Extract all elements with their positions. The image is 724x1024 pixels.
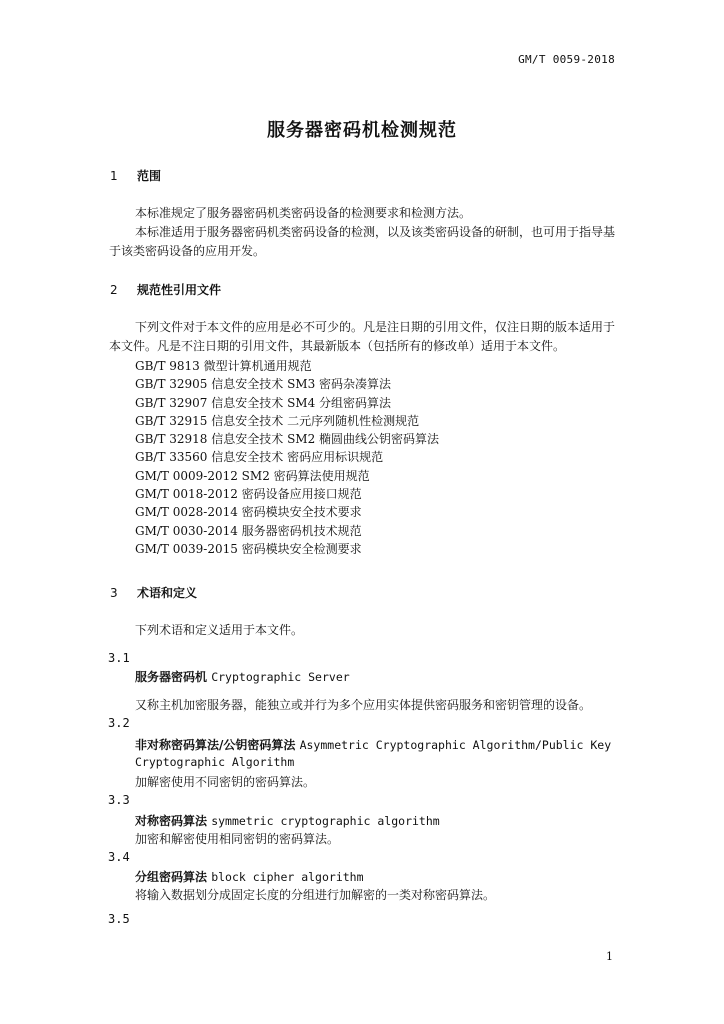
section-1-heading [110, 167, 161, 184]
reference-item: GM/T 0018-2012 密码设备应用接口规范 [135, 487, 362, 502]
paragraph: 下列术语和定义适用于本文件。 [135, 623, 304, 637]
term-definition: 又称主机加密服务器，能独立或并行为多个应用实体提供密码服务和密钥管理的设备。 [135, 698, 592, 712]
section-title: 术语和定义 [137, 586, 198, 600]
page-number: 1 [606, 950, 613, 963]
reference-item: GB/T 32918 信息安全技术 SM2 椭圆曲线公钥密码算法 [135, 432, 440, 447]
term-name: 对称密码算法 symmetric cryptographic algorithm [135, 814, 440, 828]
section-2-body [109, 318, 615, 355]
section-1-body [109, 204, 615, 261]
term-number: 3.5 [108, 912, 130, 926]
section-3-heading [110, 584, 197, 601]
term-number: 3.1 [108, 651, 130, 665]
paragraph: 本标准适用于服务器密码机类密码设备的检测，以及该类密码设备的研制，也可用于指导基于该类密码设备的应用开发。 [109, 225, 616, 258]
term-number: 3.4 [108, 850, 130, 864]
term-definition: 将输入数据划分成固定长度的分组进行加解密的一类对称密码算法。 [135, 888, 496, 902]
term-name-en: Cryptographic Server [211, 670, 350, 684]
reference-item: GB/T 33560 信息安全技术 密码应用标识规范 [135, 450, 384, 465]
reference-item: GM/T 0028-2014 密码模块安全技术要求 [135, 505, 362, 520]
reference-item: GB/T 32915 信息安全技术 二元序列随机性检测规范 [135, 413, 420, 428]
reference-item: GB/T 9813 微型计算机通用规范 [135, 359, 312, 373]
term-definition: 加密和解密使用相同密钥的密码算法。 [135, 832, 340, 846]
section-3-intro [109, 621, 615, 640]
section-title: 范围 [137, 169, 162, 183]
reference-item: GM/T 0039-2015 密码模块安全检测要求 [135, 541, 362, 556]
document-title: 服务器密码机检测规范 [267, 120, 457, 141]
term-name-en: Cryptographic Algorithm [135, 755, 295, 769]
term-name-continued [135, 755, 294, 769]
paragraph: 下列文件对于本文件的应用是必不可少的。凡是注日期的引用文件，仅注日期的版本适用于本文件。凡是不注日期的引用文件，其最新版本（包括所有的修改单）适用于本文件。 [109, 320, 616, 353]
section-number: 1 [110, 169, 118, 183]
term-name: 服务器密码机 Cryptographic Server [135, 670, 350, 684]
reference-item: GB/T 32907 信息安全技术 SM4 分组密码算法 [135, 395, 392, 410]
paragraph: 本标准规定了服务器密码机类密码设备的检测要求和检测方法。 [135, 206, 472, 220]
term-number: 3.3 [108, 793, 130, 807]
section-title: 规范性引用文件 [137, 283, 222, 297]
reference-item: GB/T 32905 信息安全技术 SM3 密码杂凑算法 [135, 377, 392, 392]
section-number: 3 [110, 586, 118, 600]
term-name-en: Asymmetric Cryptographic Algorithm/Public Key [299, 738, 612, 752]
term-definition: 加解密使用不同密钥的密码算法。 [135, 775, 316, 789]
reference-item: GM/T 0009-2012 SM2 密码算法使用规范 [135, 468, 370, 483]
term-name-en: block cipher algorithm [211, 870, 364, 884]
section-number: 2 [110, 283, 118, 297]
standard-code: GM/T 0059-2018 [518, 53, 615, 66]
term-name: 分组密码算法 block cipher algorithm [135, 870, 364, 884]
term-number: 3.2 [108, 716, 130, 730]
term-name: 非对称密码算法/公钥密码算法 Asymmetric Cryptographic Algorithm/Public Key [135, 738, 612, 752]
section-2-heading [110, 281, 221, 298]
reference-item: GM/T 0030-2014 服务器密码机技术规范 [135, 523, 362, 538]
reference-list [135, 357, 439, 558]
term-name-en: symmetric cryptographic algorithm [211, 814, 440, 828]
